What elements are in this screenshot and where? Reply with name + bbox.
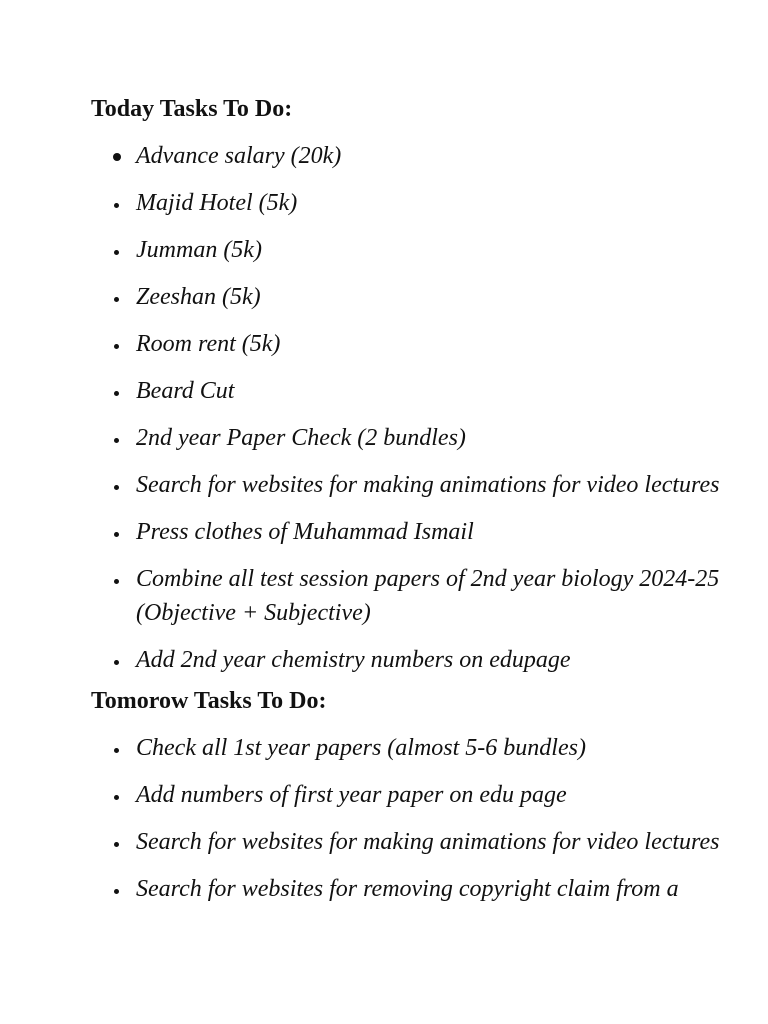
bullet-icon <box>114 250 119 255</box>
today-heading: Today Tasks To Do: <box>91 96 293 122</box>
task-text: Add 2nd year chemistry numbers on edupage <box>136 647 571 673</box>
task-text: Press clothes of Muhammad Ismail <box>136 519 474 545</box>
bullet-icon <box>114 842 119 847</box>
list-item <box>91 327 761 361</box>
list-item <box>91 468 761 502</box>
list-item <box>91 731 761 765</box>
task-text: Beard Cut <box>136 378 235 404</box>
bullet-icon <box>113 153 121 161</box>
list-item <box>91 139 761 173</box>
task-text: Search for websites for making animations for video lectures <box>136 472 720 498</box>
bullet-icon <box>114 438 119 443</box>
list-item <box>91 374 761 408</box>
task-text: Add numbers of first year paper on edu page <box>136 782 567 808</box>
bullet-icon <box>114 532 119 537</box>
list-item <box>91 778 761 812</box>
task-text: 2nd year Paper Check (2 bundles) <box>136 425 466 451</box>
list-item <box>91 233 761 267</box>
today-task-list <box>91 139 761 677</box>
list-item <box>91 562 761 630</box>
tomorrow-task-list <box>91 731 761 906</box>
bullet-icon <box>114 748 119 753</box>
list-item <box>91 872 761 906</box>
task-text: Room rent (5k) <box>136 331 281 357</box>
document-page <box>91 92 761 906</box>
bullet-icon <box>114 795 119 800</box>
bullet-icon <box>114 203 119 208</box>
task-text: Check all 1st year papers (almost 5-6 bundles) <box>136 735 586 761</box>
task-text: Search for websites for making animations for video lectures <box>136 829 720 855</box>
task-text: Advance salary (20k) <box>136 143 342 169</box>
list-item <box>91 825 761 859</box>
list-item <box>91 421 761 455</box>
bullet-icon <box>114 889 119 894</box>
task-text: Jumman (5k) <box>136 237 262 263</box>
list-item <box>91 186 761 220</box>
bullet-icon <box>114 579 119 584</box>
task-text: Majid Hotel (5k) <box>136 190 298 216</box>
bullet-icon <box>114 391 119 396</box>
tomorrow-heading: Tomorow Tasks To Do: <box>91 688 327 714</box>
task-text: Zeeshan (5k) <box>136 284 261 310</box>
task-text: Combine all test session papers of 2nd year biology 2024-25 (Objective + Subjective) <box>136 566 720 626</box>
list-item <box>91 643 761 677</box>
bullet-icon <box>114 485 119 490</box>
task-text: Search for websites for removing copyright claim from a <box>136 876 679 902</box>
bullet-icon <box>114 297 119 302</box>
bullet-icon <box>114 344 119 349</box>
list-item <box>91 280 761 314</box>
list-item <box>91 515 761 549</box>
bullet-icon <box>114 660 119 665</box>
